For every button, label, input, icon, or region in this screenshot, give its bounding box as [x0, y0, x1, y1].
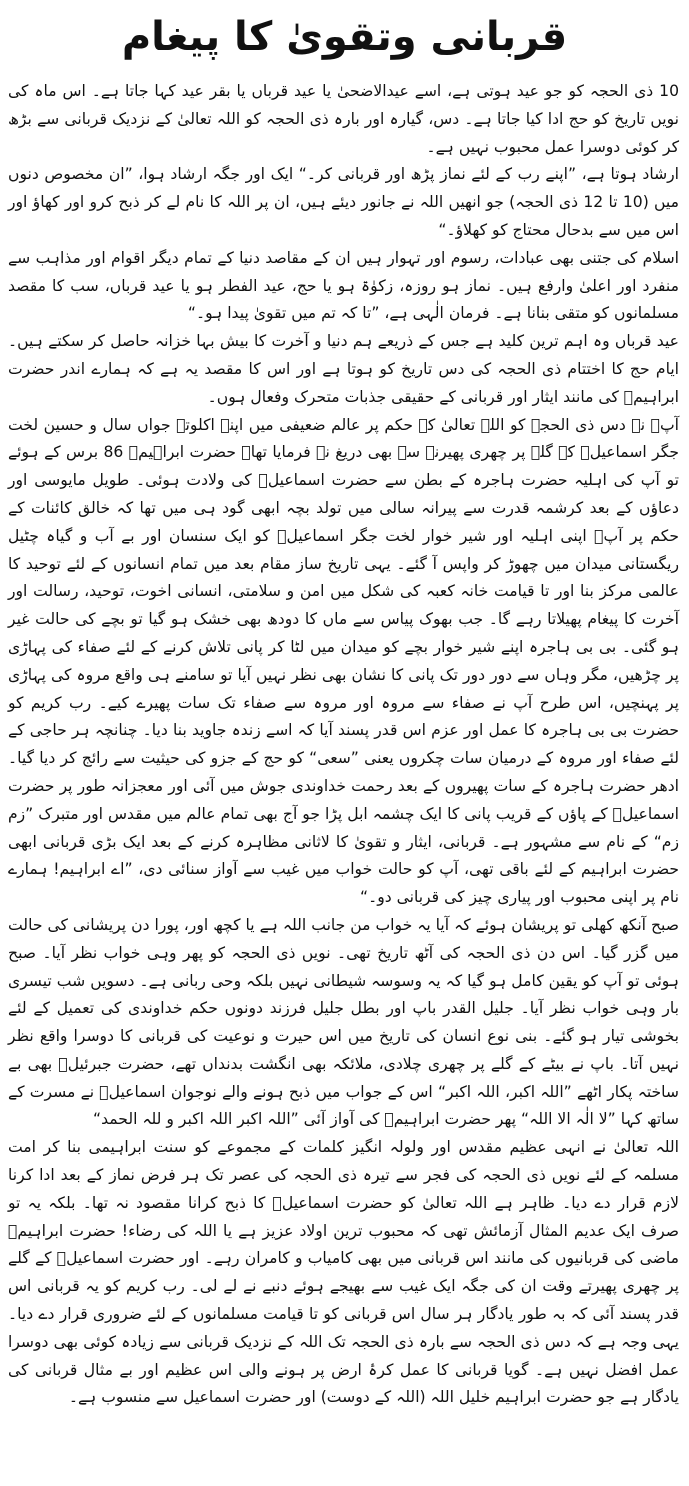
article-title: قربانی وتقویٰ کا پیغام	[121, 14, 568, 60]
article-body	[8, 78, 679, 1478]
paragraph-ibrahim-story: آپؑ نے دس ذی الحجہ کو اللہ تعالیٰ کے حکم پر عالم ضعیفی میں اپنے اکلوتے جواں سال و حسین لخت جگر اسماعیلؑ کے گلے پر چھری پھیرنے سے بھی دریغ نہ فرمایا تھا۔ حضرت ابراہیمؑ 86 برس کے ہوئے تو آپ کی اہلیہ حضرت ہاجرہ کے بطن سے حضرت اسماعیلؑ کی ولادت ہوئی۔ طویل مایوسی اور دعاؤں کے بعد کرشمہ قدرت سے پیرانہ سالی میں تولد بچہ ابھی گود ہی میں تھا کہ خالق کائنات کے حکم پر آپؑ اپنی اہلیہ اور شیر خوار لخت جگر اسماعیلؑ کو ایک سنسان اور بے آب و گیاہ چٹیل ریگستانی میدان میں چھوڑ کر واپس آ گئے۔ یہی تاریخ ساز مقام بعد میں تمام انسانوں کے لئے توحید کا عالمی مرکز بنا اور تا قیامت خانہ کعبہ کی شکل میں امن و سلامتی، انسانی اخوت، توحید، رسالت اور آخرت کا پیغام پھیلاتا رہے گا۔ جب بھوک پیاس سے ماں کا دودھ بھی خشک ہو گیا تو بچے کی حالت غیر ہو گئی۔ بی بی ہاجرہ اپنے شیر خوار بچے کو میدان میں لٹا کر پانی تلاش کرنے کے لئے صفاء کی پہاڑی پر چڑھیں، مگر وہاں سے دور دور تک پانی کا نشان بھی نظر نہیں آیا تو سامنے ہی واقع مروہ کی پہاڑی پر پہنچیں، اس طرح آپ نے صفاء سے مروہ اور مروہ سے صفاء تک سات پھیرے کیے۔ رب کریم کو حضرت بی بی ہاجرہ کا عمل اور عزم اس قدر پسند آیا کہ اسے زندہ جاوید بنا دیا۔ چنانچہ ہر حاجی کے لئے صفاء اور مروہ کے درمیان سات چکروں یعنی ”سعی“ کو حج کے جزو کی حیثیت سے رائج کر دیا گیا۔ ادھر حضرت ہاجرہ کے سات پھیروں کے بعد رحمت خداوندی جوش میں آئی اور معجزانہ طور پر حضرت اسماعیلؑ کے پاؤں کے قریب پانی کا ایک چشمہ ابل پڑا جو آج بھی تمام عالم میں مقدس اور متبرک ”زم زم“ کے نام سے مشہور ہے۔ قربانی، ایثار و تقویٰ کا لاثانی مظاہرہ کرنے کے بعد ایک بڑی قربانی ابھی حضرت ابراہیم کے لئے باقی تھی، آپ کو حالت خواب میں غیب سے آواز سنائی دی، ”اے ابراہیم! ہمارے نام پر اپنی محبوب اور پیاری چیز کی قربانی دو۔“	[8, 415, 679, 907]
paragraph-eid-intro: 10 ذی الحجہ کو جو عید ہوتی ہے، اسے عیدالاضحیٰ یا عید قرباں یا بقر عید کہا جاتا ہے۔ اس ماہ کی نویں تاریخ کو حج ادا کیا جاتا ہے۔ دس، گیارہ اور بارہ ذی الحجہ کو اللہ تعالیٰ کے نزدیک قربانی سے بڑھ کر کوئی دوسرا عمل محبوب نہیں ہے۔	[8, 82, 679, 156]
paragraph-conclusion: اللہ تعالیٰ نے انہی عظیم مقدس اور ولولہ انگیز کلمات کے مجموعے کو سنت ابراہیمی بنا کر امت مسلمہ کے لئے نویں ذی الحجہ کی فجر سے تیرہ ذی الحجہ کی عصر تک ہر فرض نماز کے بعد ادا کرنا لازم قرار دے دیا۔ ظاہر ہے اللہ تعالیٰ کو حضرت اسماعیلؑ کا ذبح کرانا مقصود نہ تھا۔ بلکہ یہ تو صرف ایک عدیم المثال آزمائش تھی کہ محبوب ترین اولاد عزیز ہے یا اللہ کی رضاء! حضرت ابراہیمؑ ماضی کی قربانیوں کی مانند اس قربانی میں بھی کامیاب و کامران رہے۔ اور حضرت اسماعیلؑ کے گلے پر چھری پھیرتے وقت ان کی جگہ ایک غیب سے بھیجے ہوئے دنبے نے لے لی۔ رب کریم کو یہ قربانی اس قدر پسند آئی کہ بہ طور یادگار ہر سال اس قربانی کو تا قیامت مسلمانوں کے لئے ضروری قرار دے دیا۔ یہی وجہ ہے کہ دس ذی الحجہ سے بارہ ذی الحجہ تک اللہ کے نزدیک قربانی سے زیادہ کوئی بھی دوسرا عمل افضل نہیں ہے۔ گویا قربانی کا عمل کرۂ ارض پر ہونے والی اس عظیم اور بے مثال قربانی کی یادگار ہے جو حضرت ابراہیم خلیل اللہ (اللہ کے دوست) اور حضرت اسماعیل سے منسوب ہے۔	[8, 1138, 679, 1407]
paragraph-islamic-purpose: اسلام کی جتنی بھی عبادات، رسوم اور تہوار ہیں ان کے مقاصد دنیا کے تمام دیگر اقوام اور مذاہب سے منفرد اور اعلیٰ وارفع ہیں۔ نماز ہو روزہ، زکوٰۃ ہو یا حج، عید الفطر ہو یا عید قرباں، سب کا مقصد مسلمانوں کو متقی بنانا ہے۔ فرمان الٰہی ہے، ”تا کہ تم میں تقویٰ پیدا ہو۔“	[8, 248, 679, 323]
paragraph-eid-significance: عید قرباں وہ اہم ترین کلید ہے جس کے ذریعے ہم دنیا و آخرت کا بیش بہا خزانہ حاصل کر سکتے ہیں۔ ایام حج کا اختتام ذی الحجہ کی دس تاریخ کو ہوتا ہے اور اس کا مقصد یہ ہے کہ ہمارے اندر حضرت ابراہیمؑ کی مانند ایثار اور قربانی کے حقیقی جذبات متحرک وفعال ہوں۔	[8, 332, 679, 406]
paragraph-dream-sacrifice: صبح آنکھ کھلی تو پریشان ہوئے کہ آیا یہ خواب من جانب اللہ ہے یا کچھ اور، پورا دن پریشانی کی حالت میں گزر گیا۔ اس دن ذی الحجہ کی آٹھ تاریخ تھی۔ نویں ذی الحجہ کو پھر وہی خواب نظر آیا۔ صبح ہوئی تو آپ کو یقین کامل ہو گیا کہ یہ وسوسہ شیطانی نہیں بلکہ وحی ربانی ہے۔ دسویں شب تیسری بار وہی خواب نظر آیا۔ جلیل القدر باپ اور بطل جلیل فرزند دونوں حکم خداوندی کی تعمیل کے لئے بخوشی تیار ہو گئے۔ بنی نوع انسان کی تاریخ میں اس حیرت و نوعیت کی قربانی کا دوسرا واقع نظر نہیں آتا۔ باپ نے بیٹے کے گلے پر چھری چلادی، ملائکہ بھی انگشت بدنداں تھے، حضرت جبرئیلؑ بھی بے ساختہ پکار اٹھے ”اللہ اکبر، اللہ اکبر“ اس کے جواب میں ذبح ہونے والے نوجوان اسماعیلؑ نے مسرت کے ساتھ کہا ”لا الٰہ الا اللہ“ پھر حضرت ابراہیمؑ کی آواز آئی ”اللہ اکبر اللہ اکبر و للہ الحمد“	[8, 915, 679, 1129]
paragraph-quran-command: ارشاد ہوتا ہے، ”اپنے رب کے لئے نماز پڑھ اور قربانی کر۔“ ایک اور جگہ ارشاد ہوا، ”ان مخصوص دنوں میں (10 تا 12 ذی الحجہ) جو انھیں اللہ نے جانور دیئے ہیں، ان پر اللہ کا نام لے کر ذبح کرو اور کھاؤ اور اس میں سے بدحال محتاج کو کھلاؤ۔“	[8, 165, 679, 239]
